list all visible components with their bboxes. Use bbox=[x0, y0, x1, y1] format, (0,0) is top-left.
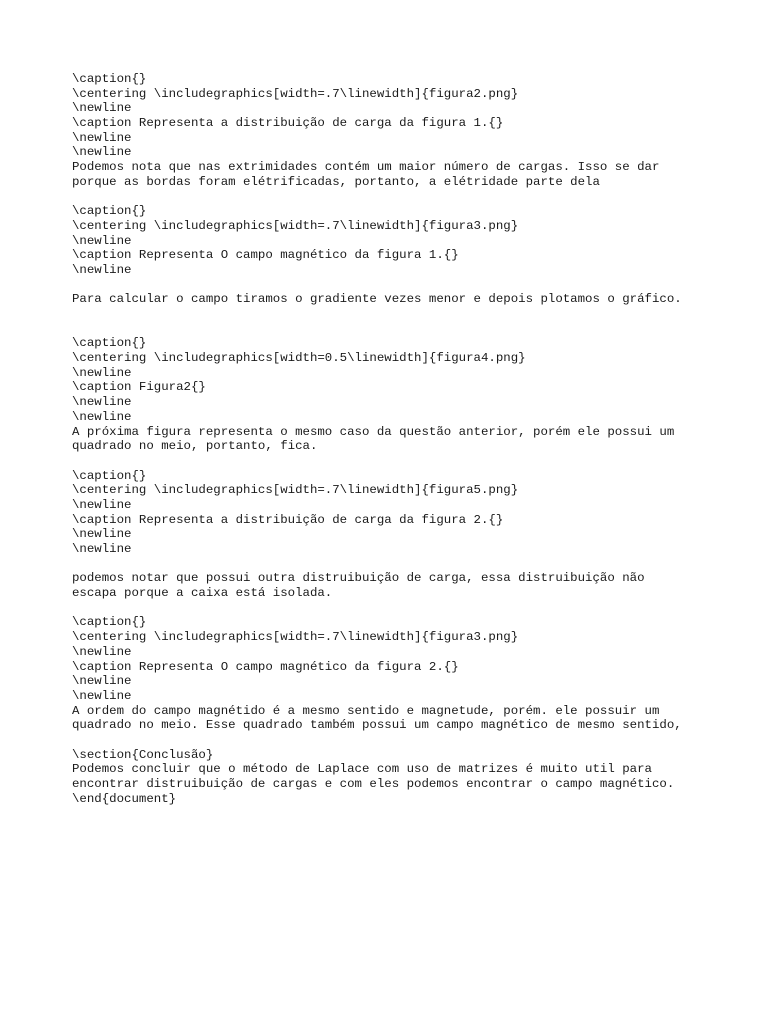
text-line: Para calcular o campo tiramos o gradiente vezes menor e depois plotamos o gráfico. bbox=[72, 292, 682, 307]
text-line: A próxima figura representa o mesmo caso da questão anterior, porém ele possui um bbox=[72, 424, 675, 439]
document-body bbox=[72, 72, 712, 806]
text-line: \caption Representa O campo magnético da figura 2.{} bbox=[72, 659, 459, 674]
text-line: \centering \includegraphics[width=.7\linewidth]{figura3.png} bbox=[72, 630, 519, 645]
text-line: Podemos nota que nas extrimidades contém um maior número de cargas. Isso se dar bbox=[72, 160, 660, 175]
text-line: \newline bbox=[72, 233, 132, 248]
blank-line bbox=[72, 454, 712, 469]
text-line: \centering \includegraphics[width=.7\linewidth]{figura5.png} bbox=[72, 483, 519, 498]
text-line: \centering \includegraphics[width=.7\linewidth]{figura3.png} bbox=[72, 218, 519, 233]
text-line: \newline bbox=[72, 674, 132, 689]
text-line: A ordem do campo magnétido é a mesmo sentido e magnetude, porém. ele possuir um bbox=[72, 703, 660, 718]
text-line: \newline bbox=[72, 101, 132, 116]
text-line: escapa porque a caixa está isolada. bbox=[72, 586, 333, 601]
text-line: \caption{} bbox=[72, 204, 147, 219]
text-line: \newline bbox=[72, 527, 132, 542]
text-line: \newline bbox=[72, 542, 132, 556]
blank-line bbox=[72, 307, 712, 322]
text-line: \newline bbox=[72, 395, 132, 410]
text-line: \centering \includegraphics[width=.7\linewidth]{figura2.png} bbox=[72, 86, 519, 101]
text-line: \newline bbox=[72, 688, 132, 703]
blank-line bbox=[72, 601, 712, 616]
text-line: porque as bordas foram elétrificadas, portanto, a elétridade parte dela bbox=[72, 174, 600, 189]
blank-line bbox=[72, 278, 712, 293]
blank-line bbox=[72, 557, 712, 572]
text-line: quadrado no meio. Esse quadrado também possui um campo magnético de mesmo sentido, bbox=[72, 718, 682, 733]
text-line: \newline bbox=[72, 365, 132, 380]
blank-line bbox=[72, 322, 712, 337]
text-line: \newline bbox=[72, 409, 132, 424]
text-line: \caption{} bbox=[72, 468, 147, 483]
text-line: \caption{} bbox=[72, 615, 147, 630]
text-line: \caption{} bbox=[72, 336, 147, 351]
text-line: Podemos concluir que o método de Laplace com uso de matrizes é muito util para bbox=[72, 762, 652, 777]
text-line: encontrar distruibuição de cargas e com eles podemos encontrar o campo magnético. bbox=[72, 777, 675, 791]
text-line: \caption Figura2{} bbox=[72, 380, 206, 395]
text-line: \newline bbox=[72, 130, 132, 145]
text-line: \section{Conclusão} bbox=[72, 747, 214, 762]
text-line: \newline bbox=[72, 145, 132, 160]
text-line: \newline bbox=[72, 644, 132, 659]
text-line: \newline bbox=[72, 262, 132, 277]
text-line: \caption Representa a distribuição de carga da figura 1.{} bbox=[72, 116, 504, 131]
text-line: \caption{} bbox=[72, 72, 147, 86]
text-line: podemos notar que possui outra distruibuição de carga, essa distruibuição não bbox=[72, 571, 645, 586]
text-line: quadrado no meio, portanto, fica. bbox=[72, 439, 318, 454]
text-line: \caption Representa O campo magnético da figura 1.{} bbox=[72, 248, 459, 263]
blank-line bbox=[72, 733, 712, 748]
text-line: \caption Representa a distribuição de carga da figura 2.{} bbox=[72, 512, 504, 527]
text-line: \centering \includegraphics[width=0.5\linewidth]{figura4.png} bbox=[72, 351, 526, 366]
text-line: \end{document} bbox=[72, 791, 177, 806]
text-line: \newline bbox=[72, 497, 132, 512]
blank-line bbox=[72, 190, 712, 205]
